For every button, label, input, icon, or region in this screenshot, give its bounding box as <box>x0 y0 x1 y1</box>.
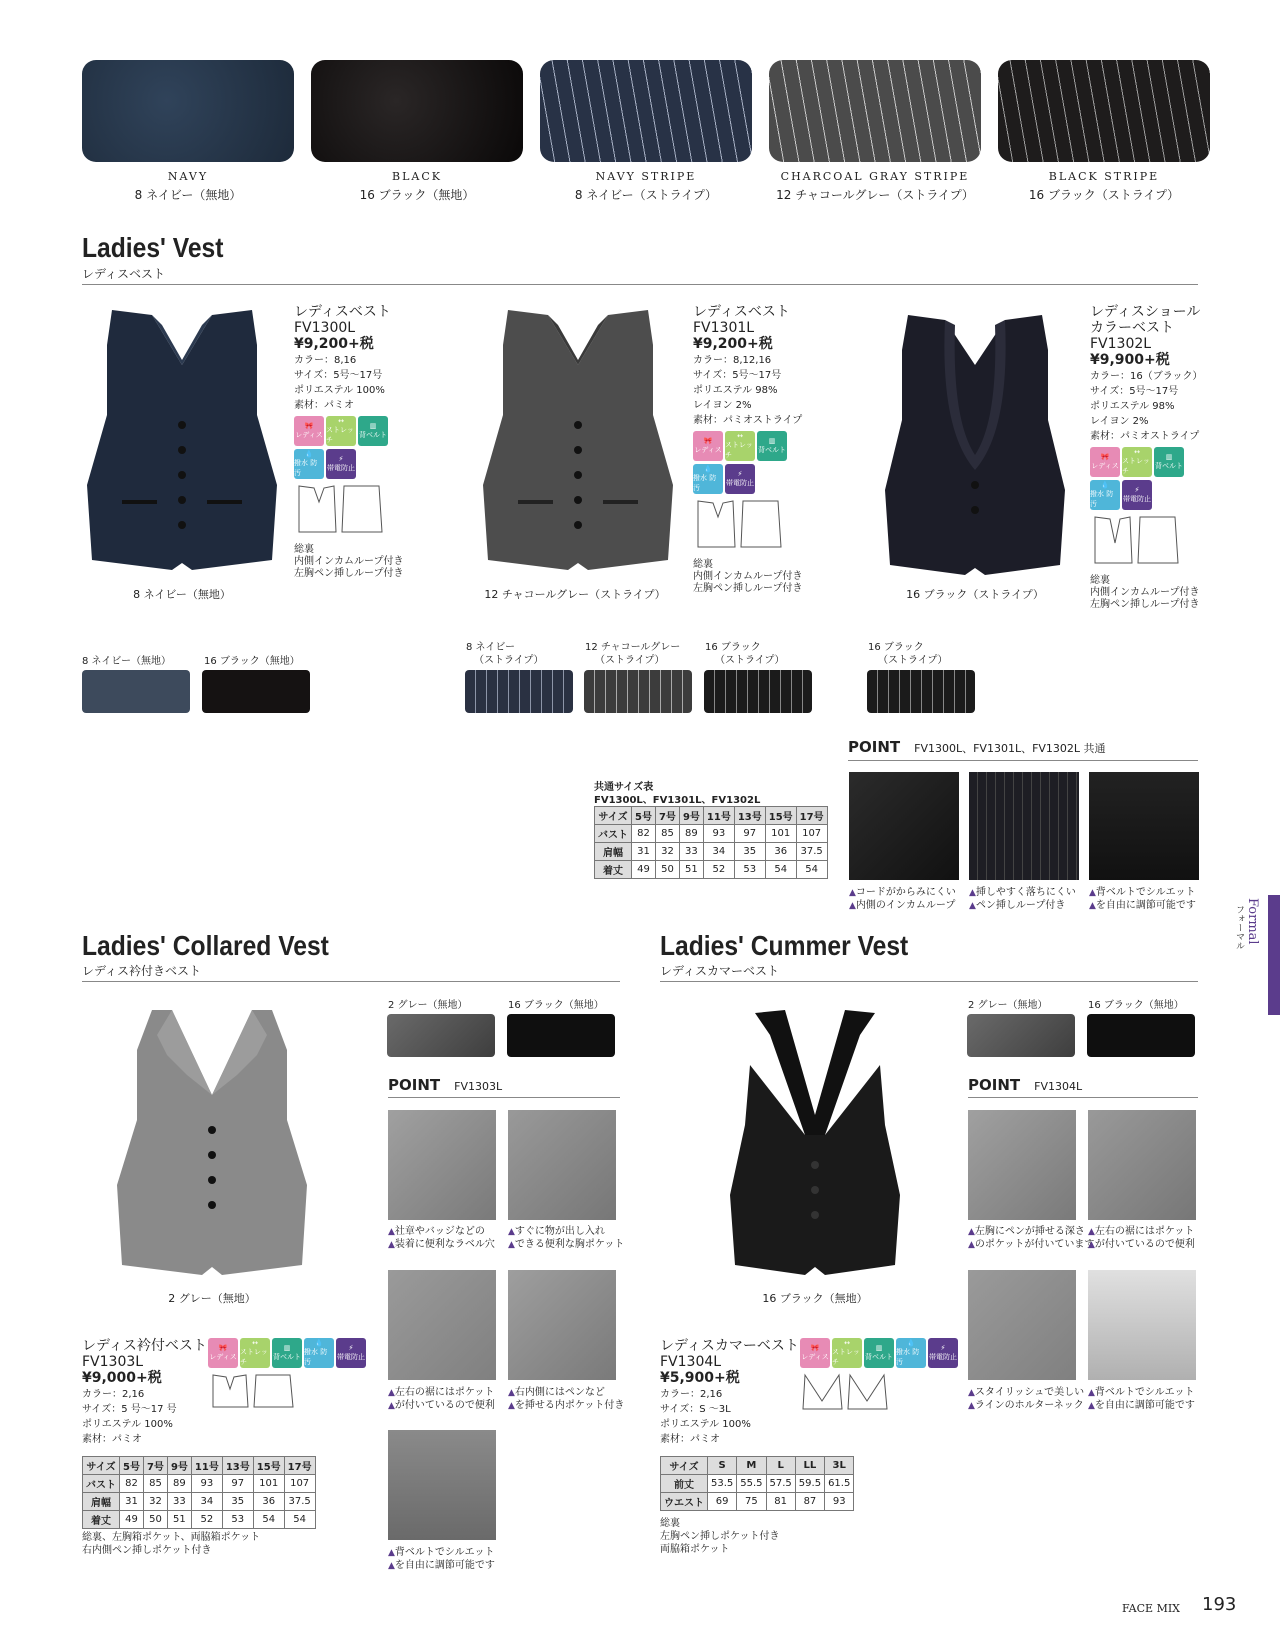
swatch-caption: 8 ネイビー（ストライプ） <box>574 188 718 202</box>
size-table-fv1304l: サイズ S M L LL 3L 前丈 53.5 55.5 57.5 59.5 61.5 ウエスト 69 75 81 87 93 <box>660 1456 854 1511</box>
point-photo <box>968 1270 1076 1380</box>
vest-flat-sketch <box>693 497 783 555</box>
point-caption: ▲ を自由に調節可能です <box>1088 1399 1195 1413</box>
point-caption: ▲ ラインのホルターネック <box>968 1399 1084 1413</box>
product-note: 総裏 <box>660 1518 680 1529</box>
vest-fv1302l-image <box>880 310 1070 585</box>
fabric-label: 8 ネイビー <box>466 642 515 653</box>
point-caption: ▲ 左右の裾にはポケット <box>1088 1225 1194 1239</box>
fabric-label: 16 ブラック（無地） <box>508 1000 604 1011</box>
product-code: FV1301L <box>693 320 755 336</box>
swatch-name: BLACK <box>392 170 442 183</box>
vest-fv1301l-image <box>478 305 678 580</box>
fabric-label: 8 ネイビー（無地） <box>82 656 171 667</box>
product-spec: サイズ：5号～17号 <box>693 370 782 381</box>
fabric-label: 2 グレー（無地） <box>388 1000 468 1011</box>
fabric-label: （ストライプ） <box>595 655 665 666</box>
point-photo <box>968 1110 1076 1220</box>
belt-icon: ▥ 背ベルト <box>757 431 787 461</box>
fabric-label: 16 ブラック（無地） <box>1088 1000 1184 1011</box>
product-name: レディスカマーベスト <box>660 1338 799 1354</box>
point-caption: ▲ が付いているので便利 <box>388 1399 495 1413</box>
product-spec: レイヨン 2% <box>693 400 752 411</box>
vest-flat-sketch <box>1090 513 1180 571</box>
product-spec: ポリエステル 98% <box>1090 401 1175 412</box>
product-info-fv1301l <box>693 304 843 595</box>
product-info-fv1300l <box>294 304 444 580</box>
swatch-caption: 16 ブラック（無地） <box>359 188 475 202</box>
product-spec: ポリエステル 100% <box>82 1419 173 1430</box>
point-photo <box>508 1110 616 1220</box>
product-name: カラーベスト <box>1090 320 1174 336</box>
product-price: ¥9,000+税 <box>82 1370 162 1386</box>
section-rule <box>82 981 620 982</box>
vest-flat-sketch <box>294 482 384 540</box>
product-info-fv1302l <box>1090 304 1240 611</box>
antistatic-icon: ⚡ 帯電防止 <box>928 1338 958 1368</box>
ladies-icon: 🎀 レディス <box>693 431 723 461</box>
ladies-icon: 🎀 レディス <box>208 1338 238 1368</box>
belt-icon: ▥ 背ベルト <box>864 1338 894 1368</box>
fabric-swatch <box>465 670 573 713</box>
point-caption: ▲ すぐに物が出し入れ <box>508 1225 605 1239</box>
size-table-fv1303l: サイズ 5号 7号 9号 11号 13号 15号 17号 バスト 82 85 89 93 97 101 107 肩幅 31 32 33 34 35 36 37.5 着丈 49 50 51 52 53 54 54 <box>82 1456 316 1529</box>
product-price: ¥9,900+税 <box>1090 352 1170 368</box>
product-spec: カラー：8,16 <box>294 355 357 366</box>
fabric-swatch <box>867 670 975 713</box>
icon-group <box>208 1338 368 1411</box>
stretch-icon: ↔ ストレッチ <box>326 416 356 446</box>
product-spec: 素材：パミオ <box>82 1434 142 1445</box>
swatch-name: CHARCOAL GRAY STRIPE <box>780 170 970 183</box>
product-note: 左胸ペン挿しループ付き <box>693 583 803 594</box>
point-header-fv1303l: POINT FV1303L <box>388 1076 503 1094</box>
swatch-black <box>311 60 523 162</box>
water-repellent-icon: 💧 撥水 防汚 <box>294 449 324 479</box>
fabric-label: 2 グレー（無地） <box>968 1000 1048 1011</box>
fabric-label: （ストライプ） <box>474 655 544 666</box>
swatch-caption: 8 ネイビー（無地） <box>134 188 242 202</box>
product-spec: 素材：パミオ <box>294 400 354 411</box>
swatch-name: NAVY <box>167 170 209 183</box>
point-caption: ▲ 内側のインカムループ <box>849 899 955 913</box>
point-caption: ▲ が付いているので便利 <box>1088 1238 1195 1252</box>
fabric-swatch <box>82 670 190 713</box>
belt-icon: ▥ 背ベルト <box>358 416 388 446</box>
point-photo <box>1088 1110 1196 1220</box>
point-caption: ▲ のポケットが付いています <box>968 1238 1094 1252</box>
water-repellent-icon: 💧 撥水 防汚 <box>693 464 723 494</box>
antistatic-icon: ⚡ 帯電防止 <box>326 449 356 479</box>
product-spec: ポリエステル 100% <box>294 385 385 396</box>
product-note: 左胸ペン挿しループ付き <box>1090 599 1200 610</box>
fabric-swatch <box>507 1014 615 1057</box>
swatch-name: BLACK STRIPE <box>1048 170 1160 183</box>
stretch-icon: ↔ ストレッチ <box>725 431 755 461</box>
section-subtitle-cummer: レディスカマーベスト <box>660 964 780 978</box>
point-caption: ▲ 右内側にはペンなど <box>508 1386 605 1400</box>
product-info-fv1304l <box>660 1338 800 1447</box>
product-note: 内側インカムループ付き <box>1090 587 1200 598</box>
point-header-common: POINT FV1300L、FV1301L、FV1302L 共通 <box>848 738 1106 756</box>
point-photo <box>388 1110 496 1220</box>
product-note: 内側インカムループ付き <box>294 556 404 567</box>
product-name: レディスベスト <box>693 304 790 320</box>
point-photo <box>1088 1270 1196 1380</box>
swatch-caption: 12 チャコールグレー（ストライプ） <box>776 188 974 202</box>
antistatic-icon: ⚡ 帯電防止 <box>336 1338 366 1368</box>
product-spec: サイズ：S ～3L <box>660 1404 731 1415</box>
point-caption: ▲ 左右の裾にはポケット <box>388 1386 494 1400</box>
vest-flat-sketch <box>208 1371 298 1411</box>
product-spec: 素材：パミオ <box>660 1434 720 1445</box>
product-note: 総裏、左胸箱ポケット、両脇箱ポケット <box>82 1532 261 1543</box>
footer-brand: FACE MIX <box>1122 1602 1181 1615</box>
product-name: レディスショール <box>1090 304 1201 320</box>
product-note: 右内側ペン挿しポケット付き <box>82 1545 212 1556</box>
product-code: FV1300L <box>294 320 356 336</box>
product-caption: 16 ブラック（無地） <box>762 1292 868 1305</box>
vest-fv1304l-image <box>725 1005 905 1285</box>
fabric-swatch <box>202 670 310 713</box>
fabric-swatch <box>387 1014 495 1057</box>
swatch-caption: 16 ブラック（ストライプ） <box>1028 188 1180 202</box>
point-caption: ▲ を挿せる内ポケット付き <box>508 1399 624 1413</box>
product-spec: カラー：2,16 <box>660 1389 723 1400</box>
point-caption: ▲ 背ベルトでシルエット <box>388 1546 494 1560</box>
section-rule <box>660 981 1198 982</box>
swatch-navy <box>82 60 294 162</box>
product-spec: ポリエステル 100% <box>660 1419 751 1430</box>
swatch-navy-stripe <box>540 60 752 162</box>
water-repellent-icon: 💧 撥水 防汚 <box>896 1338 926 1368</box>
product-spec: 素材：パミオストライプ <box>1090 431 1200 442</box>
fabric-label: （ストライプ） <box>878 655 948 666</box>
swatch-charcoal-stripe <box>769 60 981 162</box>
product-note: 内側インカムループ付き <box>693 571 803 582</box>
point-caption: ▲ 背ベルトでシルエット <box>1088 1386 1194 1400</box>
section-title-vest: Ladies' Vest <box>82 232 224 263</box>
point-photo <box>388 1270 496 1380</box>
product-name: レディス衿付ベスト <box>82 1338 207 1354</box>
swatch-name: NAVY STRIPE <box>595 170 697 183</box>
point-rule <box>388 1097 620 1098</box>
product-price: ¥5,900+税 <box>660 1370 740 1386</box>
product-spec: レイヨン 2% <box>1090 416 1149 427</box>
product-spec: サイズ：5号～17号 <box>294 370 383 381</box>
fabric-swatch <box>584 670 692 713</box>
point-caption: ▲ ペン挿しループ付き <box>969 899 1065 913</box>
stretch-icon: ↔ ストレッチ <box>240 1338 270 1368</box>
water-repellent-icon: 💧 撥水 防汚 <box>304 1338 334 1368</box>
belt-icon: ▥ 背ベルト <box>1154 447 1184 477</box>
product-caption: 2 グレー（無地） <box>168 1292 256 1305</box>
side-tab-sublabel: フォーマル <box>1234 905 1244 950</box>
product-spec: カラー：2,16 <box>82 1389 145 1400</box>
water-repellent-icon: 💧 撥水 防汚 <box>1090 480 1120 510</box>
point-photo <box>388 1430 496 1540</box>
product-spec: ポリエステル 98% <box>693 385 778 396</box>
product-code: FV1302L <box>1090 336 1152 352</box>
product-spec: カラー：16（ブラック） <box>1090 371 1203 382</box>
point-caption: ▲ 左胸にペンが挿せる深さ <box>968 1225 1085 1239</box>
swatch-black-stripe <box>998 60 1210 162</box>
fabric-label: （ストライプ） <box>715 655 785 666</box>
point-rule <box>848 760 1198 761</box>
point-photo <box>849 772 959 880</box>
point-photo <box>1089 772 1199 880</box>
point-caption: ▲ 挿しやすく落ちにくい <box>969 886 1076 900</box>
product-price: ¥9,200+税 <box>693 336 773 352</box>
formal-side-tab <box>1268 895 1280 1015</box>
belt-icon: ▥ 背ベルト <box>272 1338 302 1368</box>
fabric-swatch <box>704 670 812 713</box>
section-title-cummer: Ladies' Cummer Vest <box>660 930 909 961</box>
point-caption: ▲ コードがからみにくい <box>849 886 956 900</box>
point-caption: ▲ を自由に調節可能です <box>388 1559 495 1573</box>
product-note: 総裏 <box>294 544 314 555</box>
section-rule <box>82 284 1198 285</box>
size-table-subtitle: FV1300L、FV1301L、FV1302L <box>594 795 761 806</box>
product-name: レディスベスト <box>294 304 391 320</box>
stretch-icon: ↔ ストレッチ <box>832 1338 862 1368</box>
fabric-swatch <box>1087 1014 1195 1057</box>
point-caption: ▲ スタイリッシュで美しい <box>968 1386 1084 1400</box>
ladies-icon: 🎀 レディス <box>1090 447 1120 477</box>
product-code: FV1304L <box>660 1354 722 1370</box>
point-caption: ▲ 社章やバッジなどの <box>388 1225 485 1239</box>
fabric-label: 16 ブラック <box>868 642 924 653</box>
point-caption: ▲ できる便利な胸ポケット <box>508 1238 624 1252</box>
product-caption: 12 チャコールグレー（ストライプ） <box>484 588 666 601</box>
section-subtitle-collared: レディス衿付きベスト <box>82 964 202 978</box>
product-caption: 8 ネイビー（無地） <box>133 588 231 601</box>
product-code: FV1303L <box>82 1354 144 1370</box>
product-spec: カラー：8,12,16 <box>693 355 772 366</box>
product-info-fv1303l <box>82 1338 212 1447</box>
antistatic-icon: ⚡ 帯電防止 <box>725 464 755 494</box>
point-caption: ▲ 背ベルトでシルエット <box>1089 886 1195 900</box>
point-caption: ▲ 装着に便利なラベル穴 <box>388 1238 495 1252</box>
vest-fv1300l-image <box>82 305 282 580</box>
product-note: 総裏 <box>693 559 713 570</box>
product-note: 左胸ペン挿しポケット付き <box>660 1531 780 1542</box>
product-note: 左胸ペン挿しループ付き <box>294 568 404 579</box>
product-spec: サイズ：5号～17号 <box>1090 386 1179 397</box>
product-price: ¥9,200+税 <box>294 336 374 352</box>
fabric-label: 12 チャコールグレー <box>585 642 681 653</box>
icon-group <box>800 1338 960 1413</box>
stretch-icon: ↔ ストレッチ <box>1122 447 1152 477</box>
point-rule <box>968 1097 1198 1098</box>
fabric-label: 16 ブラック（無地） <box>204 656 300 667</box>
section-subtitle-vest: レディスベスト <box>82 267 166 281</box>
size-table-common: サイズ 5号 7号 9号 11号 13号 15号 17号 バスト 82 85 89 93 97 101 107 肩幅 31 32 33 34 35 36 37.5 着丈 49 50 51 52 53 54 54 <box>594 806 828 879</box>
point-caption: ▲ を自由に調節可能です <box>1089 899 1196 913</box>
fabric-swatch <box>967 1014 1075 1057</box>
product-note: 総裏 <box>1090 575 1110 586</box>
product-caption: 16 ブラック（ストライプ） <box>906 588 1044 601</box>
section-title-collared: Ladies' Collared Vest <box>82 930 329 961</box>
vest-flat-sketch <box>800 1371 890 1413</box>
product-note: 両脇箱ポケット <box>660 1544 730 1555</box>
side-tab-label: Formal <box>1245 898 1260 945</box>
size-table-title: 共通サイズ表 <box>594 782 654 793</box>
point-photo <box>508 1270 616 1380</box>
product-spec: サイズ：5 号～17 号 <box>82 1404 177 1415</box>
antistatic-icon: ⚡ 帯電防止 <box>1122 480 1152 510</box>
ladies-icon: 🎀 レディス <box>800 1338 830 1368</box>
product-spec: 素材：パミオストライプ <box>693 415 803 426</box>
point-header-fv1304l: POINT FV1304L <box>968 1076 1083 1094</box>
fabric-label: 16 ブラック <box>705 642 761 653</box>
point-photo <box>969 772 1079 880</box>
page-number: 193 <box>1202 1594 1237 1615</box>
ladies-icon: 🎀 レディス <box>294 416 324 446</box>
vest-fv1303l-image <box>112 1005 312 1285</box>
